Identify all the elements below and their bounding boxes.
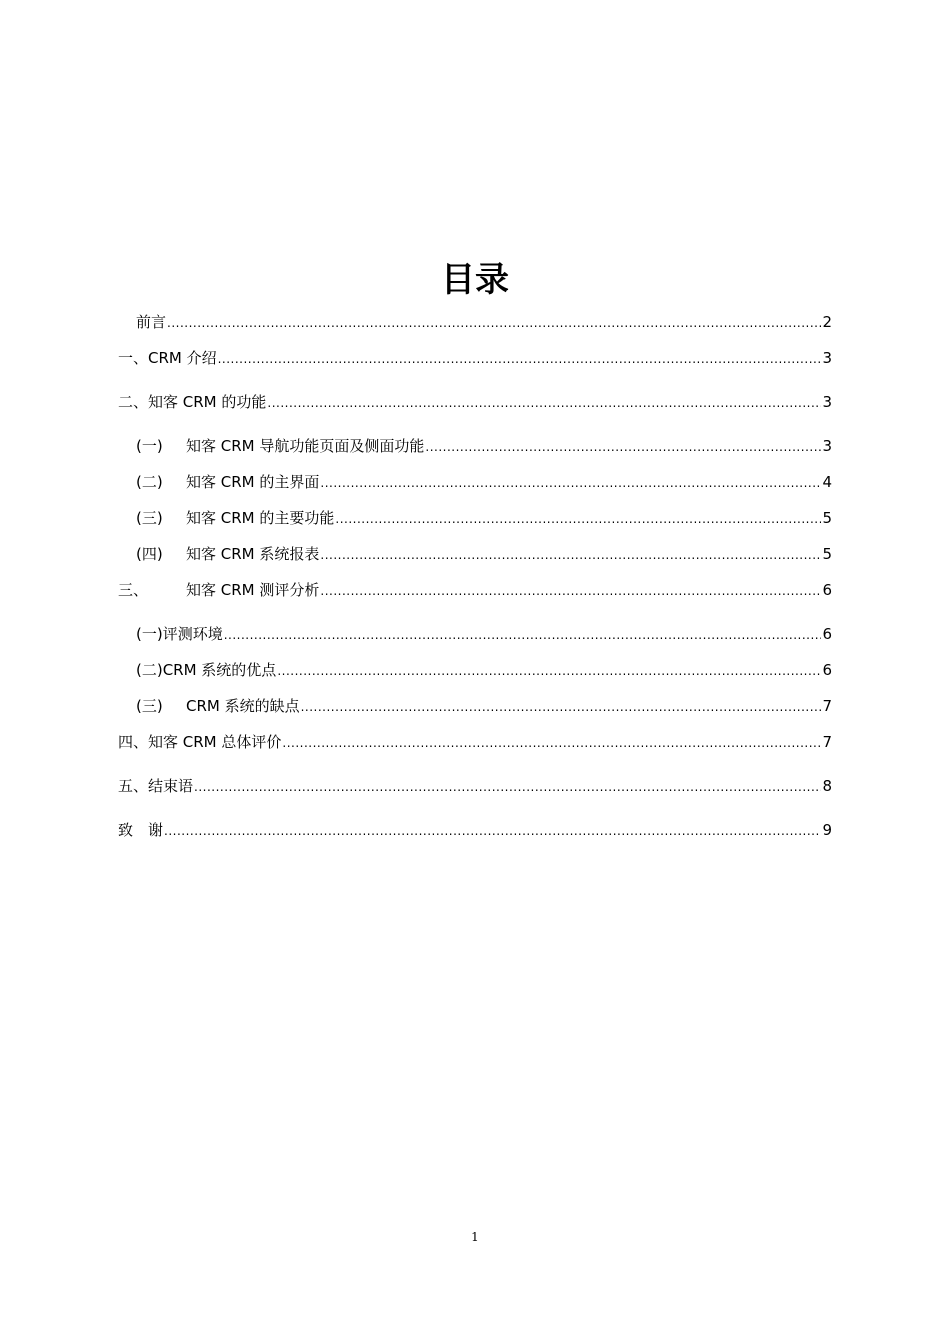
toc-entry-label: 一、CRM 介绍 xyxy=(118,349,217,367)
dot-leader xyxy=(277,659,821,683)
dot-leader xyxy=(267,391,821,415)
toc-entry-label: CRM 系统的缺点 xyxy=(186,697,300,715)
toc-entry-label: 知客 CRM 测评分析 xyxy=(186,581,320,599)
toc-entry-page: 8 xyxy=(822,777,832,795)
dot-leader xyxy=(194,775,821,799)
toc-entry-disadvantages[interactable] xyxy=(136,694,832,718)
dot-leader xyxy=(167,311,821,335)
toc-entry-number: (四) xyxy=(136,545,163,563)
toc-entry-page: 4 xyxy=(822,473,832,491)
toc-entry-navigation[interactable] xyxy=(136,434,832,458)
toc-entry-crm-functions[interactable] xyxy=(118,390,832,414)
toc-entry-conclusion[interactable] xyxy=(118,774,832,798)
dot-leader xyxy=(425,435,821,459)
toc-entry-number: (三) xyxy=(136,697,163,715)
toc-entry-acknowledgements[interactable] xyxy=(118,818,832,842)
toc-entry-page: 3 xyxy=(822,393,832,411)
dot-leader xyxy=(164,819,821,843)
toc-entry-page: 9 xyxy=(822,821,832,839)
toc-entry-label: 四、知客 CRM 总体评价 xyxy=(118,733,282,751)
toc-entry-crm-intro[interactable] xyxy=(118,346,832,370)
toc-entry-label: 知客 CRM 导航功能页面及侧面功能 xyxy=(186,437,425,455)
toc-entry-label: 知客 CRM 的主要功能 xyxy=(186,509,335,527)
toc-entry-page: 2 xyxy=(822,313,832,331)
dot-leader xyxy=(282,731,821,755)
toc-entry-main-functions[interactable] xyxy=(136,506,832,530)
toc-entry-label: 致 谢 xyxy=(118,821,164,839)
dot-leader xyxy=(320,579,821,603)
toc-entry-number: (三) xyxy=(136,509,163,527)
toc-entry-label: (二)CRM 系统的优点 xyxy=(136,661,277,679)
page-title: 目录 xyxy=(441,260,509,300)
dot-leader xyxy=(320,471,821,495)
dot-leader xyxy=(218,347,822,371)
toc-entry-page: 7 xyxy=(822,733,832,751)
toc-entry-number: (一) xyxy=(136,437,163,455)
toc-entry-advantages[interactable] xyxy=(136,658,832,682)
toc-entry-label: 知客 CRM 的主界面 xyxy=(186,473,320,491)
toc-entry-label: 知客 CRM 系统报表 xyxy=(186,545,320,563)
toc-entry-page: 6 xyxy=(822,581,832,599)
toc-entry-page: 6 xyxy=(822,661,832,679)
toc-entry-number: 三、 xyxy=(118,581,149,599)
toc-entry-main-interface[interactable] xyxy=(136,470,832,494)
toc-entry-page: 3 xyxy=(822,437,832,455)
toc-entry-label: (一)评测环境 xyxy=(136,625,223,643)
footer-page-number: 1 xyxy=(471,1230,479,1244)
toc-entry-page: 3 xyxy=(822,349,832,367)
dot-leader xyxy=(301,695,822,719)
toc-entry-page: 5 xyxy=(822,509,832,527)
toc-entry-preface[interactable] xyxy=(136,310,832,334)
toc-entry-test-environment[interactable] xyxy=(136,622,832,646)
toc-entry-label: 二、知客 CRM 的功能 xyxy=(118,393,267,411)
dot-leader xyxy=(224,623,822,647)
toc-entry-evaluation-analysis[interactable] xyxy=(118,578,832,602)
toc-entry-label: 前言 xyxy=(136,313,167,331)
dot-leader xyxy=(320,543,821,567)
toc-entry-system-reports[interactable] xyxy=(136,542,832,566)
toc-entry-page: 6 xyxy=(822,625,832,643)
toc-entry-overall-evaluation[interactable] xyxy=(118,730,832,754)
toc-entry-number: (二) xyxy=(136,473,163,491)
dot-leader xyxy=(335,507,821,531)
toc-entry-page: 5 xyxy=(822,545,832,563)
toc-entry-page: 7 xyxy=(822,697,832,715)
toc-entry-label: 五、结束语 xyxy=(118,777,194,795)
